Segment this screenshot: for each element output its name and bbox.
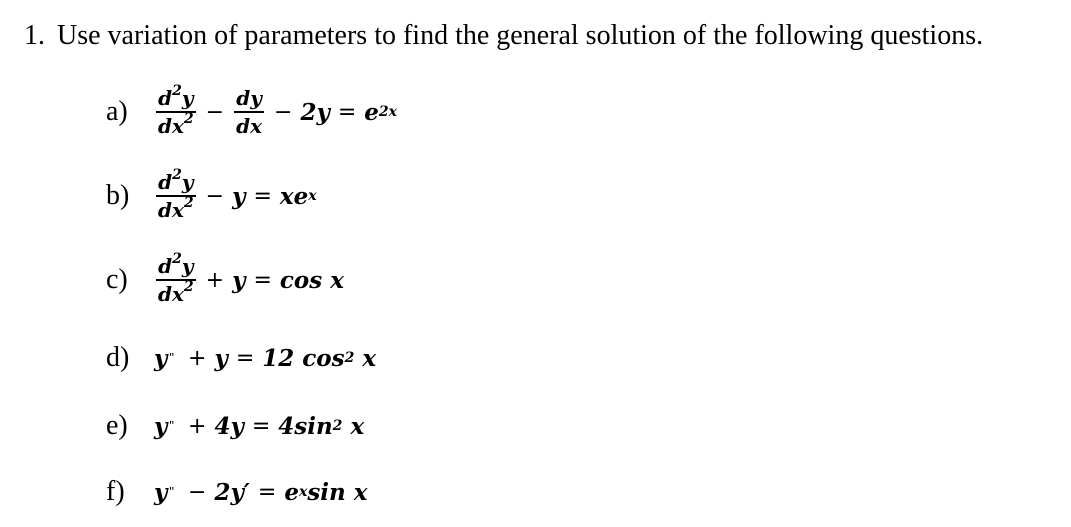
item-label-f: f): [106, 476, 125, 507]
frac-num: dy: [236, 86, 262, 110]
rhs-a: e: [284, 478, 299, 506]
frac-num-d: d: [158, 254, 173, 278]
equals-sign: =: [253, 267, 272, 293]
equation-b: [106, 167, 317, 222]
y-var: y: [154, 412, 168, 440]
rhs-b: x: [362, 344, 377, 372]
equation-f: [106, 476, 367, 508]
second-derivative-fraction: [156, 167, 196, 222]
equals-sign: =: [235, 345, 255, 371]
equation-c: [106, 251, 344, 306]
term: y: [214, 344, 228, 372]
operator: −: [205, 99, 225, 125]
term: y: [232, 182, 246, 210]
equals-sign: =: [337, 99, 357, 125]
rhs-base: xe: [279, 182, 309, 210]
term: 2y: [300, 98, 330, 126]
term: 4y: [214, 412, 244, 440]
rhs: cos x: [279, 266, 344, 294]
term: y: [232, 266, 246, 294]
term: 2y′: [214, 478, 250, 506]
frac-num-d: d: [158, 170, 173, 194]
operator: +: [205, 267, 225, 293]
equation-d: [106, 342, 376, 374]
equation-a: [106, 83, 398, 138]
rhs-b: x: [350, 412, 365, 440]
frac-den-sup: 2: [183, 111, 194, 127]
operator: −: [188, 479, 207, 505]
rhs-a: 4sin: [278, 412, 333, 440]
question-heading: [24, 20, 983, 52]
item-label-b: b): [106, 180, 130, 211]
y-var: y: [154, 344, 168, 372]
second-derivative-fraction: [156, 251, 196, 306]
item-label-a: a): [106, 96, 128, 127]
equation-c-math: [154, 251, 344, 306]
rhs-a: 12 cos: [262, 344, 345, 372]
item-label-e: e): [106, 410, 128, 441]
frac-den: dx: [158, 198, 184, 222]
frac-num-sup: 2: [172, 251, 182, 267]
question-number: 1.: [24, 20, 45, 51]
equation-f-math: y " − 2y′ = e x sin x: [154, 478, 368, 506]
operator: +: [188, 413, 207, 439]
rhs-b: sin x: [307, 478, 368, 506]
frac-den-sup: 2: [183, 279, 194, 295]
frac-den: dx: [158, 282, 184, 306]
rhs-base: e: [364, 98, 379, 126]
frac-num-sup: 2: [172, 167, 182, 183]
item-label-c: c): [106, 264, 128, 295]
frac-num-d: d: [158, 86, 173, 110]
frac-den-sup: 2: [183, 195, 194, 211]
y-var: y: [154, 478, 168, 506]
frac-num-var: y: [181, 170, 194, 194]
frac-num-var: y: [181, 254, 194, 278]
equation-a-math: $\frac{d^2y}{dx^2}$ − $\frac{dy}{dx}$ − 2y = e 2x: [158, 83, 398, 138]
frac-num-var: y: [181, 86, 194, 110]
item-label-d: d): [106, 342, 130, 373]
equation-e-math: y " + 4y = 4sin 2 x: [154, 412, 365, 440]
frac-den: dx: [236, 114, 263, 138]
operator: −: [274, 99, 293, 125]
equals-sign: =: [251, 413, 271, 439]
operator: −: [205, 183, 225, 209]
first-derivative-fraction: [234, 88, 264, 136]
equals-sign: =: [253, 183, 272, 209]
equation-b-math: $\frac{d^2y}{dx^2}$ − y = xe x: [158, 167, 317, 222]
second-derivative-fraction: [156, 83, 196, 138]
operator: +: [188, 345, 207, 371]
question-text: Use variation of parameters to find the general solution of the following questions.: [57, 20, 984, 51]
equation-d-math: y " + y = 12 cos 2 x: [154, 344, 377, 372]
fraction-bar: [234, 111, 264, 113]
equals-sign: =: [257, 479, 277, 505]
frac-num-sup: 2: [172, 83, 182, 99]
equation-e: [106, 410, 364, 442]
frac-den: dx: [158, 114, 184, 138]
